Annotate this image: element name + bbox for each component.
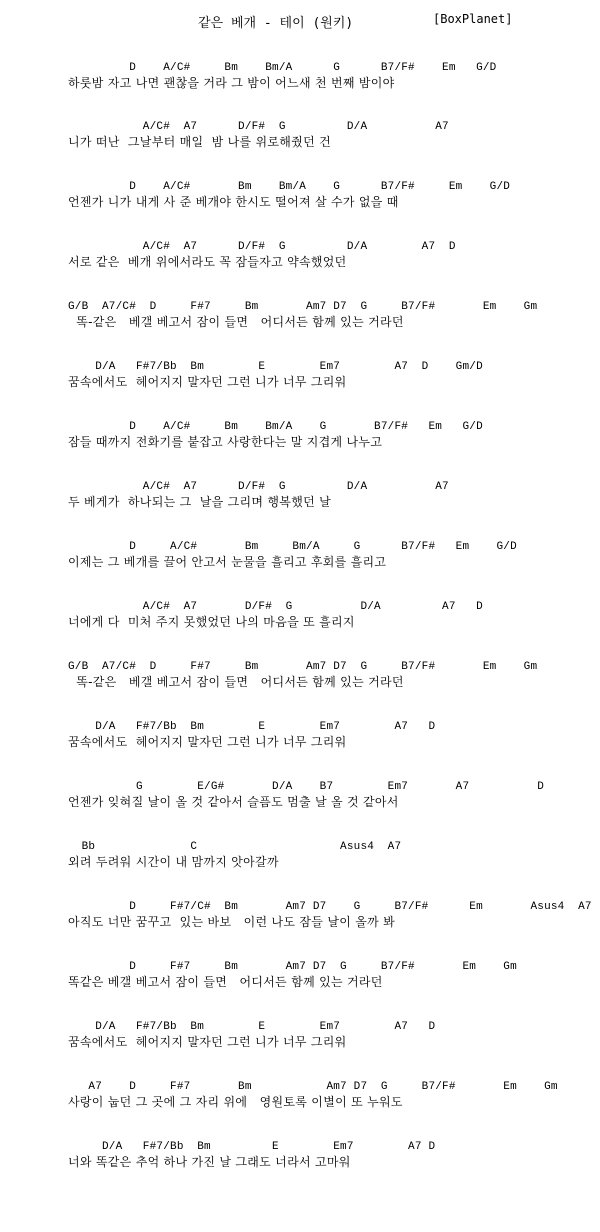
- lyric-line: 사랑이 눕던 그 곳에 그 자리 위에 영원토록 이별이 또 누워도: [68, 1095, 403, 1109]
- lyric-line: 언젠가 잊혀질 날이 올 것 같아서 슬픔도 멈출 날 올 것 같아서: [68, 795, 399, 809]
- site-name: [BoxPlanet]: [433, 12, 513, 26]
- verse-line: [68, 720, 598, 754]
- verse-line: [68, 480, 598, 514]
- lyric-line: 아직도 너만 꿈꾸고 있는 바보 이런 나도 잠들 날이 올까 봐: [68, 915, 396, 929]
- verse-line: [68, 660, 598, 694]
- lyric-line: 너에게 다 미처 주지 못했었던 나의 마음을 또 흘리지: [68, 615, 355, 629]
- chord-line: D/A F#7/Bb Bm E Em7 A7 D Gm/D: [68, 361, 483, 373]
- chord-line: D A/C# Bm Bm/A G B7/F# Em G/D: [68, 541, 517, 553]
- lyric-line: 하룻밤 자고 나면 괜찮을 거라 그 밤이 어느새 천 번째 밤이야: [68, 76, 395, 90]
- verse-line: [68, 61, 598, 95]
- lyric-line: 꿈속에서도 헤어지지 말자던 그런 니가 너무 그리워: [68, 1035, 347, 1049]
- verse-line: [68, 180, 598, 214]
- chord-line: A/C# A7 D/F# G D/A A7: [68, 121, 449, 133]
- verse-line: [68, 840, 598, 874]
- chord-line: A/C# A7 D/F# G D/A A7 D: [68, 241, 456, 253]
- title-line: [0, 12, 600, 30]
- chord-line: Bb C Asus4 A7: [68, 841, 402, 853]
- verse-line: [68, 900, 598, 934]
- lyric-line: 너와 똑같은 추억 하나 가진 날 그래도 너라서 고마워: [68, 1155, 351, 1169]
- lyric-line: 똑-같은 베갤 베고서 잠이 들면 어디서든 함께 있는 거라던: [68, 675, 404, 689]
- verse-line: [68, 600, 598, 634]
- chord-line: G E/G# D/A B7 Em7 A7 D: [68, 781, 545, 793]
- lyric-line: 잠들 때까지 전화기를 붙잡고 사랑한다는 말 지겹게 나누고: [68, 435, 383, 449]
- chord-line: D A/C# Bm Bm/A G B7/F# Em G/D: [68, 181, 511, 193]
- chord-line: A/C# A7 D/F# G D/A A7 D: [68, 601, 483, 613]
- verse-line: [68, 420, 598, 454]
- chord-line: D/A F#7/Bb Bm E Em7 A7 D: [68, 1021, 436, 1033]
- verse-line: [68, 780, 598, 814]
- lyric-line: 꿈속에서도 헤어지지 말자던 그런 니가 너무 그리워: [68, 375, 347, 389]
- chord-line: D F#7 Bm Am7 D7 G B7/F# Em Gm: [68, 961, 517, 973]
- lyric-line: 언젠가 니가 내게 사 준 베개야 한시도 떨어져 살 수가 없을 때: [68, 195, 399, 209]
- chord-line: D F#7/C# Bm Am7 D7 G B7/F# Em Asus4 A7: [68, 901, 592, 913]
- verse-line: [68, 540, 598, 574]
- verse-line: [68, 1140, 598, 1174]
- chord-line: G/B A7/C# D F#7 Bm Am7 D7 G B7/F# Em Gm: [68, 661, 538, 673]
- chord-line: G/B A7/C# D F#7 Bm Am7 D7 G B7/F# Em Gm: [68, 301, 538, 313]
- verse-line: [68, 1080, 598, 1114]
- song-title: 같은 베개 - 테이 (원키): [198, 16, 354, 31]
- chord-line: A/C# A7 D/F# G D/A A7: [68, 481, 449, 493]
- verse-line: [68, 240, 598, 274]
- lyric-line: 니가 떠난 그날부터 매일 밤 나를 위로해줬던 건: [68, 135, 331, 149]
- lyric-line: 외려 두려워 시간이 내 맘까지 앗아갈까: [68, 855, 279, 869]
- verse-line: [68, 300, 598, 334]
- verse-line: [68, 960, 598, 994]
- lyric-line: 두 베게가 하나되는 그 날을 그리며 행복했던 날: [68, 495, 331, 509]
- verse-line: [68, 360, 598, 394]
- verse-line: [68, 120, 598, 154]
- verse-line: [68, 1020, 598, 1054]
- chord-line: D A/C# Bm Bm/A G B7/F# Em G/D: [68, 62, 497, 74]
- lyric-line: 서로 같은 베개 위에서라도 꼭 잠들자고 약속했었던: [68, 255, 347, 269]
- chord-line: D/A F#7/Bb Bm E Em7 A7 D: [68, 721, 436, 733]
- lyric-line: 이제는 그 베개를 끌어 안고서 눈물을 흘리고 후회를 흘리고: [68, 555, 387, 569]
- lyric-line: 똑-같은 베갤 베고서 잠이 들면 어디서든 함께 있는 거라던: [68, 315, 404, 329]
- lyric-line: 꿈속에서도 헤어지지 말자던 그런 니가 너무 그리워: [68, 735, 347, 749]
- chord-line: A7 D F#7 Bm Am7 D7 G B7/F# Em Gm: [68, 1081, 558, 1093]
- chord-line: D/A F#7/Bb Bm E Em7 A7 D: [68, 1141, 436, 1153]
- lyric-line: 똑같은 베갤 베고서 잠이 들면 어디서든 함께 있는 거라던: [68, 975, 383, 989]
- chord-line: D A/C# Bm Bm/A G B7/F# Em G/D: [68, 421, 483, 433]
